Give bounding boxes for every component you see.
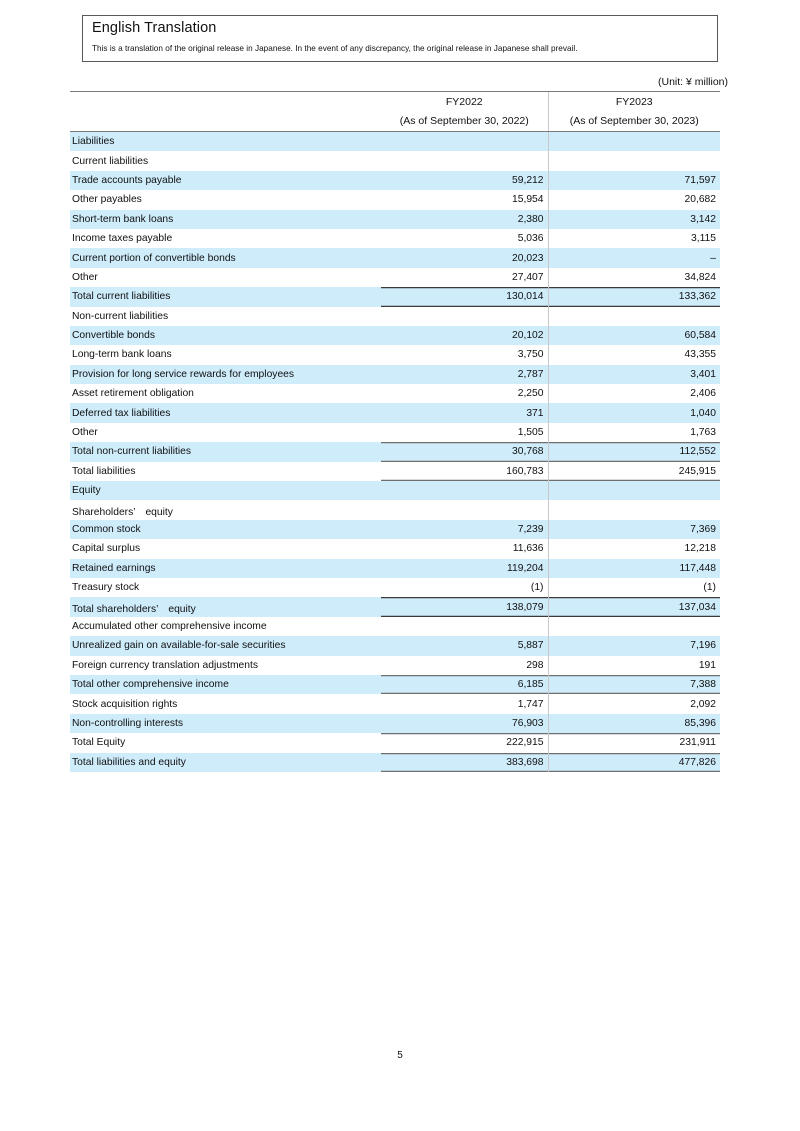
unit-label: (Unit: ¥ million) (657, 76, 728, 88)
row-value-fy2023: 3,142 (548, 210, 720, 229)
row-value-fy2023: 60,584 (548, 326, 720, 345)
notice-title: English Translation (92, 20, 217, 36)
row-value-fy2022: 119,204 (381, 559, 548, 578)
row-label: Current portion of convertible bonds (70, 248, 381, 267)
row-value-fy2023: 3,401 (548, 365, 720, 384)
table-row (70, 559, 720, 578)
table-row (70, 714, 720, 733)
row-value-fy2023: 71,597 (548, 171, 720, 190)
column-subheader-label (70, 111, 381, 132)
row-value-fy2022: 6,185 (381, 675, 548, 694)
row-label: Treasury stock (72, 582, 140, 594)
table-row (70, 694, 720, 713)
row-value-fy2022 (381, 617, 548, 636)
row-value-fy2023: – (548, 248, 720, 267)
table-row (70, 210, 720, 229)
table-row (70, 326, 720, 345)
table-row (70, 520, 720, 539)
table-row (70, 365, 720, 384)
row-value-fy2023 (548, 132, 720, 152)
row-value-fy2022: 222,915 (381, 733, 548, 752)
english-translation-notice (82, 15, 718, 62)
row-value-fy2023: (1) (548, 578, 720, 597)
row-label: Stock acquisition rights (72, 698, 178, 710)
row-value-fy2023: 112,552 (548, 442, 720, 461)
row-value-fy2022: 11,636 (512, 543, 544, 555)
row-label: Total shareholders’ equity (70, 597, 381, 616)
table-row (70, 403, 720, 422)
row-value-fy2022: 20,023 (381, 248, 548, 267)
row-value-fy2022: 59,212 (381, 171, 548, 190)
table-row (70, 442, 720, 461)
row-label: Current liabilities (72, 155, 149, 167)
row-value-fy2023: 43,355 (548, 345, 720, 364)
row-value-fy2023: 85,396 (548, 714, 720, 733)
row-value-fy2023 (548, 617, 720, 636)
row-label: Deferred tax liabilities (70, 403, 381, 422)
table-row (70, 753, 720, 772)
row-label: Total Equity (72, 737, 126, 749)
row-value-fy2022: 298 (526, 659, 544, 671)
table-body (70, 132, 720, 772)
table-row (70, 675, 720, 694)
row-label: Non-current liabilities (72, 310, 169, 322)
row-value-fy2022: 15,954 (512, 194, 544, 206)
row-label: Trade accounts payable (70, 171, 381, 190)
row-value-fy2023: 34,824 (548, 268, 720, 287)
column-header-label (70, 92, 381, 112)
row-label: Provision for long service rewards for employees (70, 365, 381, 384)
row-label: Other (72, 271, 98, 283)
row-label: Unrealized gain on available-for-sale securities (70, 636, 381, 655)
row-value-fy2022: 7,239 (381, 520, 548, 539)
table-row (70, 151, 720, 170)
row-value-fy2023 (548, 151, 720, 170)
page-number: 5 (397, 1050, 403, 1061)
row-value-fy2023: 137,034 (548, 597, 720, 616)
row-value-fy2022: 2,787 (381, 365, 548, 384)
row-label: Accumulated other comprehensive income (72, 620, 267, 632)
row-value-fy2023: 245,915 (548, 462, 720, 481)
row-label: Total non-current liabilities (70, 442, 381, 461)
row-value-fy2023: 1,040 (548, 403, 720, 422)
table-row (70, 578, 720, 597)
row-value-fy2022: 2,250 (517, 388, 544, 400)
notice-subtitle: This is a translation of the original release in Japanese. In the event of any discrepancy, the original release in Japanese shall prevail. (92, 44, 578, 53)
row-label: Total liabilities and equity (70, 753, 381, 772)
column-header-fy2022: FY2022 (381, 92, 548, 112)
column-header-fy2023: FY2023 (548, 92, 720, 112)
table-row (70, 190, 720, 209)
table-row (70, 307, 720, 326)
row-label: Total other comprehensive income (70, 675, 381, 694)
balance-sheet-table (70, 91, 720, 772)
row-label: Asset retirement obligation (72, 388, 194, 400)
row-value-fy2022: 138,079 (381, 597, 548, 616)
row-label: Other (72, 427, 98, 439)
row-value-fy2023: 12,218 (548, 539, 720, 558)
row-value-fy2023: 133,362 (548, 287, 720, 306)
row-value-fy2022: (1) (530, 582, 544, 594)
table-row (70, 248, 720, 267)
row-value-fy2023 (548, 307, 720, 326)
column-subheader-fy2022: (As of September 30, 2022) (381, 111, 548, 132)
table-row (70, 462, 720, 481)
table-row (70, 656, 720, 675)
row-value-fy2023: 7,196 (548, 636, 720, 655)
row-value-fy2022: 30,768 (381, 442, 548, 461)
table-row (70, 287, 720, 306)
row-value-fy2023: 1,763 (548, 423, 720, 442)
row-value-fy2023: 7,369 (548, 520, 720, 539)
table-row (70, 171, 720, 190)
table-row (70, 345, 720, 364)
row-value-fy2023: 3,115 (548, 229, 720, 248)
row-value-fy2022 (381, 307, 548, 326)
table-row (70, 132, 720, 152)
table-row (70, 500, 720, 519)
row-value-fy2022 (381, 500, 548, 519)
row-value-fy2022: 2,380 (381, 210, 548, 229)
row-value-fy2022: 130,014 (381, 287, 548, 306)
row-label: Long-term bank loans (72, 349, 172, 361)
row-value-fy2022 (381, 132, 548, 152)
table-row (70, 229, 720, 248)
row-value-fy2022: 27,407 (512, 271, 544, 283)
table-row (70, 636, 720, 655)
row-value-fy2022: 1,747 (517, 698, 544, 710)
row-label: Total liabilities (72, 465, 136, 477)
row-value-fy2022: 5,036 (517, 233, 544, 245)
row-value-fy2023 (548, 500, 720, 519)
row-value-fy2023 (548, 481, 720, 500)
row-value-fy2022: 371 (381, 403, 548, 422)
row-value-fy2023: 20,682 (548, 190, 720, 209)
row-label: Total current liabilities (70, 287, 381, 306)
row-value-fy2023: 477,826 (548, 753, 720, 772)
row-label: Other payables (72, 194, 142, 206)
row-value-fy2022: 160,783 (381, 462, 548, 481)
table-row (70, 539, 720, 558)
row-label: Foreign currency translation adjustments (72, 659, 259, 671)
row-value-fy2022: 20,102 (381, 326, 548, 345)
row-value-fy2023: 7,388 (548, 675, 720, 694)
row-value-fy2022: 76,903 (381, 714, 548, 733)
row-value-fy2023: 231,911 (548, 733, 720, 752)
table-row (70, 268, 720, 287)
row-value-fy2023: 2,092 (548, 694, 720, 713)
row-value-fy2022 (381, 151, 548, 170)
row-value-fy2023: 191 (548, 656, 720, 675)
table-row (70, 423, 720, 442)
row-value-fy2023: 2,406 (548, 384, 720, 403)
row-value-fy2022: 3,750 (517, 349, 544, 361)
column-subheader-fy2023: (As of September 30, 2023) (548, 111, 720, 132)
row-label: Income taxes payable (72, 233, 173, 245)
row-label: Retained earnings (70, 559, 381, 578)
table-row (70, 384, 720, 403)
table-header (70, 92, 720, 132)
row-label: Liabilities (70, 132, 381, 152)
row-label: Non-controlling interests (70, 714, 381, 733)
table-row (70, 481, 720, 500)
row-label: Convertible bonds (70, 326, 381, 345)
row-value-fy2022: 5,887 (381, 636, 548, 655)
row-label: Equity (70, 481, 381, 500)
row-label: Capital surplus (72, 543, 141, 555)
table-row (70, 733, 720, 752)
row-value-fy2022: 383,698 (381, 753, 548, 772)
row-label: Short-term bank loans (70, 210, 381, 229)
row-label: Common stock (70, 520, 381, 539)
table-row (70, 617, 720, 636)
table-row (70, 597, 720, 616)
row-value-fy2022 (381, 481, 548, 500)
row-label: Shareholders’ equity (72, 506, 173, 518)
row-value-fy2023: 117,448 (548, 559, 720, 578)
row-value-fy2022: 1,505 (517, 427, 544, 439)
